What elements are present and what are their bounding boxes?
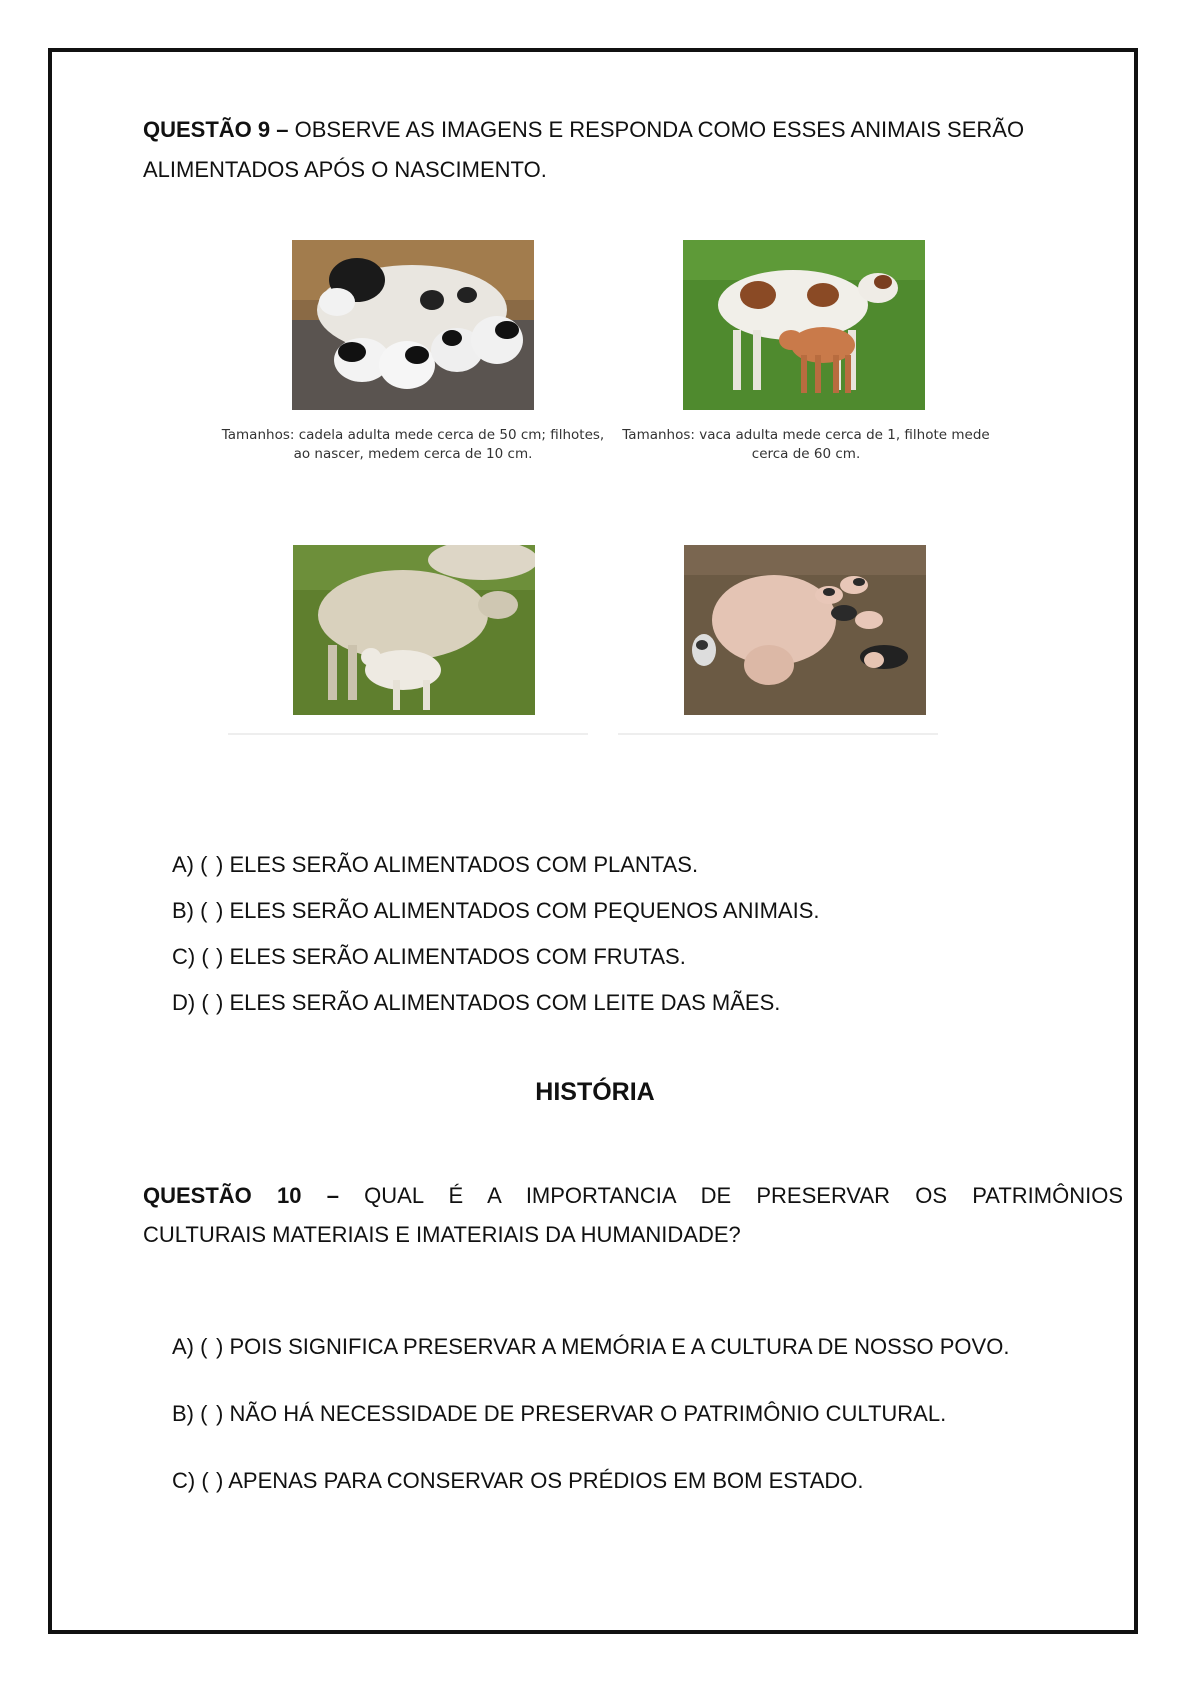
option-letter: A) ( xyxy=(172,852,208,877)
option-letter: D) ( xyxy=(172,990,209,1015)
question-10-option-b[interactable] xyxy=(172,1400,946,1428)
option-letter: C) ( xyxy=(172,1468,209,1493)
question-9-option-c[interactable] xyxy=(172,943,686,971)
sow-nursing-piglets-photo xyxy=(684,545,926,715)
cow-photo-caption: Tamanhos: vaca adulta mede cerca de 1, filhote mede cerca de 60 cm. xyxy=(622,427,990,462)
option-letter: C) ( xyxy=(172,944,209,969)
option-text: ) APENAS PARA CONSERVAR OS PRÉDIOS EM BOM ESTADO. xyxy=(216,1468,864,1493)
dog-photo-caption: Tamanhos: cadela adulta mede cerca de 50 cm; filhotes, ao nascer, medem cerca de 10 cm. xyxy=(221,427,605,462)
option-text: ) ELES SERÃO ALIMENTADOS COM LEITE DAS MÃES. xyxy=(216,990,781,1015)
question-9-label: QUESTÃO 9 – xyxy=(143,117,289,142)
question-9-text: OBSERVE AS IMAGENS E RESPONDA COMO ESSES ANIMAIS SERÃO ALIMENTADOS APÓS O NASCIMENTO. xyxy=(143,117,1025,182)
image-bottom-shadow xyxy=(228,733,588,735)
question-10-text-line1: QUAL É A IMPORTANCIA DE PRESERVAR OS PATRIMÔNIOS xyxy=(364,1183,1123,1208)
question-9-option-a[interactable] xyxy=(172,851,698,879)
sheep-nursing-lamb-photo xyxy=(293,545,535,715)
option-letter: B) ( xyxy=(172,898,208,923)
option-text: ) POIS SIGNIFICA PRESERVAR A MEMÓRIA E A CULTURA DE NOSSO POVO. xyxy=(216,1334,1010,1359)
question-9-prompt xyxy=(143,110,1123,190)
option-text: ) NÃO HÁ NECESSIDADE DE PRESERVAR O PATRIMÔNIO CULTURAL. xyxy=(216,1401,947,1426)
question-9-option-b[interactable] xyxy=(172,897,820,925)
image-bottom-shadow xyxy=(618,733,938,735)
question-10-option-c[interactable] xyxy=(172,1467,864,1495)
question-10-prompt-line1 xyxy=(143,1176,1123,1216)
dog-nursing-puppies-photo xyxy=(292,240,534,410)
page-border xyxy=(48,48,1138,1634)
option-letter: B) ( xyxy=(172,1401,208,1426)
option-text: ) ELES SERÃO ALIMENTADOS COM PLANTAS. xyxy=(216,852,699,877)
option-text: ) ELES SERÃO ALIMENTADOS COM PEQUENOS ANIMAIS. xyxy=(216,898,820,923)
question-10-prompt-line2 xyxy=(143,1215,1123,1255)
question-10-label: QUESTÃO 10 – xyxy=(143,1183,339,1208)
question-9-option-d[interactable] xyxy=(172,989,780,1017)
question-10-option-a[interactable] xyxy=(172,1333,1009,1361)
section-title: HISTÓRIA xyxy=(535,1078,655,1106)
option-text: ) ELES SERÃO ALIMENTADOS COM FRUTAS. xyxy=(216,944,686,969)
question-10-text-line2: CULTURAIS MATERIAIS E IMATERIAIS DA HUMANIDADE? xyxy=(143,1222,741,1247)
cow-nursing-calf-photo xyxy=(683,240,925,410)
option-letter: A) ( xyxy=(172,1334,208,1359)
